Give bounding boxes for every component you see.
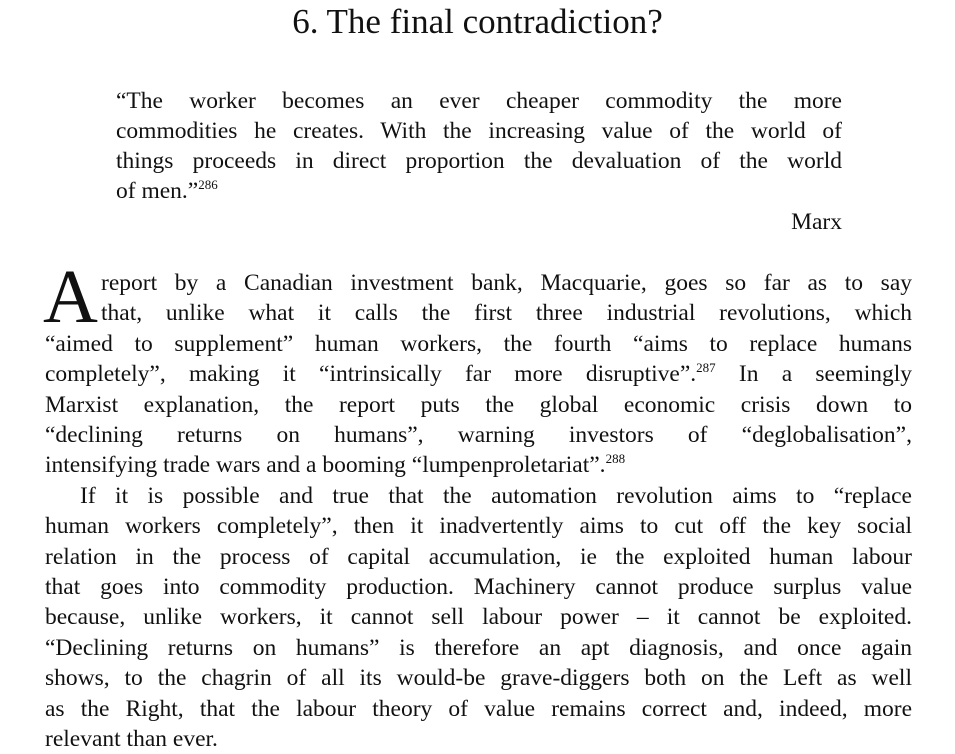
footnote-marker[interactable]: 288 — [605, 451, 626, 467]
line-text: intensifying trade wars and a booming “lumpenproletariat”. — [45, 452, 606, 479]
line-text: shows, to the chagrin of all its would-be grave-diggers both on the Left as well — [45, 665, 912, 692]
text-line — [116, 86, 842, 116]
text-line — [45, 511, 912, 541]
text-line — [45, 542, 912, 572]
text-line — [45, 450, 912, 480]
line-text: “declining returns on humans”, warning investors of “deglobalisation”, — [45, 422, 912, 448]
line-text: because, unlike workers, it cannot sell labour power – it cannot be exploited. — [45, 604, 912, 631]
text-line — [45, 359, 912, 389]
line-text: “The worker becomes an ever cheaper commodity the more — [116, 88, 842, 114]
line-text: things proceeds in direct proportion the devaluation of the world — [116, 148, 842, 174]
line-text: human workers completely”, then it inadvertently aims to cut off the key social — [45, 513, 912, 540]
line-text: commodities he creates. With the increasing value of the world of — [116, 118, 842, 144]
line-text: that goes into commodity production. Machinery cannot produce surplus value — [45, 574, 912, 600]
text-line — [45, 390, 912, 420]
text-line — [80, 481, 912, 511]
footnote-marker[interactable]: 286 — [198, 177, 218, 192]
line-text: as the Right, that the labour theory of value remains correct and, indeed, more — [45, 695, 912, 722]
text-line — [45, 602, 912, 632]
line-text: Marxist explanation, the report puts the global economic crisis down to — [45, 391, 912, 418]
line-text: “Declining returns on humans” is therefore an apt diagnosis, and once again — [45, 634, 912, 661]
footnote-marker[interactable]: 287 — [696, 360, 716, 376]
line-text: that, unlike what it calls the first three industrial revolutions, which — [101, 300, 912, 327]
text-line — [45, 633, 912, 663]
line-text: completely”, making it “intrinsically far more disruptive”. — [45, 361, 697, 388]
line-text: “aimed to supplement” human workers, the fourth “aims to replace humans — [45, 330, 912, 357]
text-line — [45, 694, 912, 724]
text-line — [116, 176, 842, 206]
text-line — [45, 724, 912, 754]
text-line — [45, 329, 912, 359]
line-text: of men.” — [116, 178, 199, 204]
line-text: relevant than ever. — [45, 726, 218, 752]
text-line — [116, 116, 842, 146]
text-line — [45, 663, 912, 693]
line-text: report by a Canadian investment bank, Macquarie, goes so far as to say — [101, 270, 912, 296]
chapter-title: 6. The final contradiction? — [292, 2, 663, 41]
drop-cap: A — [43, 255, 98, 339]
text-line — [45, 572, 912, 602]
line-text: If it is possible and true that the automation revolution aims to “replace — [80, 482, 912, 509]
text-line — [116, 146, 842, 176]
quote-attribution: Marx — [791, 209, 842, 235]
line-text: relation in the process of capital accumulation, ie the exploited human labour — [45, 543, 912, 570]
line-text: In a seemingly — [715, 361, 913, 388]
text-line — [101, 298, 912, 328]
text-line — [45, 420, 912, 450]
text-line — [101, 268, 912, 298]
